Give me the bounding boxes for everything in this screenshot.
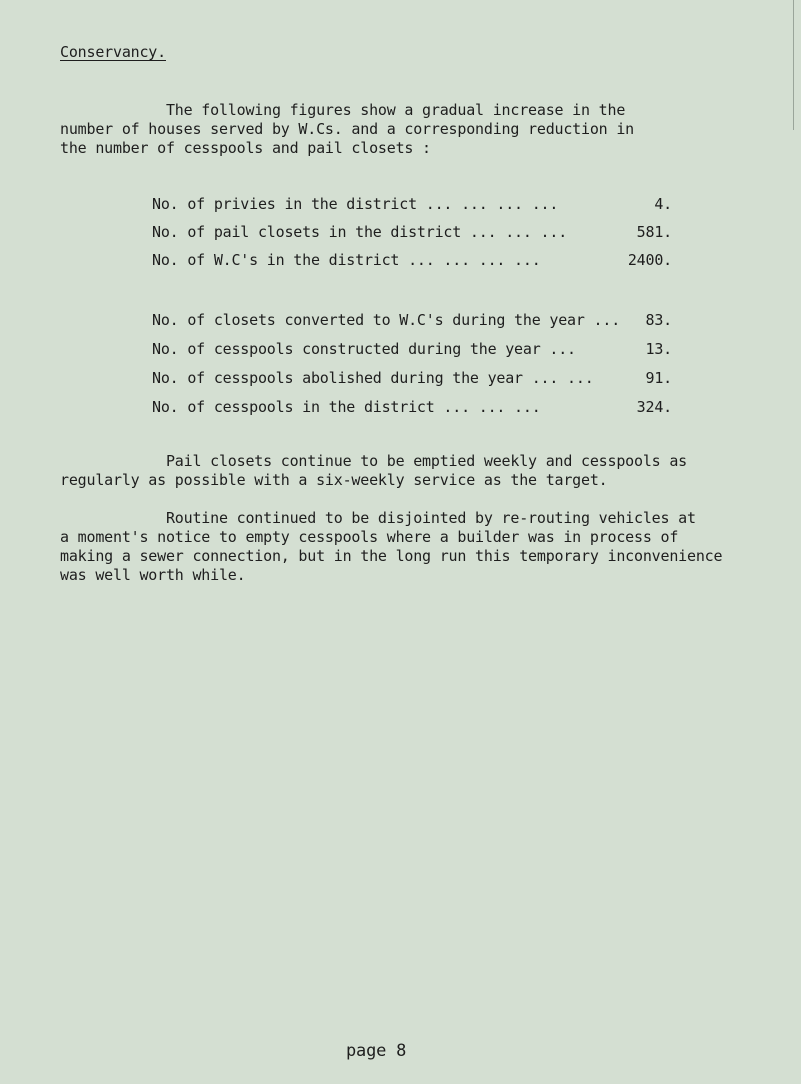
statistic-row (152, 195, 672, 223)
statistic-row (152, 223, 672, 251)
statistic-value: 83. (645, 311, 672, 329)
intro-line: number of houses served by W.Cs. and a corresponding reduction in (60, 120, 634, 138)
statistic-row (152, 340, 672, 369)
statistic-label: No. of privies in the district ... ... ... ... (152, 195, 559, 213)
statistic-label: No. of pail closets in the district ... ... ... (152, 223, 568, 241)
statistics-list-totals (152, 195, 672, 279)
paragraph-line: regularly as possible with a six-weekly service as the target. (60, 471, 608, 489)
intro-paragraph (60, 101, 780, 158)
intro-line: the number of cesspools and pail closets : (60, 139, 431, 157)
statistic-row (152, 311, 672, 340)
statistic-value: 91. (645, 369, 672, 387)
statistic-label: No. of cesspools constructed during the year ... (152, 340, 576, 358)
statistic-value: 581. (636, 223, 672, 241)
statistic-row (152, 251, 672, 279)
statistic-row (152, 369, 672, 398)
statistics-list-year (152, 311, 672, 427)
paragraph-line: was well worth while. (60, 566, 246, 584)
paragraph-line: Pail closets continue to be emptied weekly and cesspools as (60, 452, 687, 470)
intro-line: The following figures show a gradual increase in the (60, 101, 626, 119)
pail-closets-paragraph (60, 452, 780, 490)
page-number: page 8 (346, 1041, 407, 1061)
page-edge-mark (793, 0, 794, 130)
statistic-row (152, 398, 672, 427)
paragraph-line: Routine continued to be disjointed by re-routing vehicles at (60, 509, 696, 527)
statistic-value: 4. (654, 195, 672, 213)
statistic-label: No. of W.C's in the district ... ... ... ... (152, 251, 541, 269)
paragraph-line: a moment's notice to empty cesspools where a builder was in process of (60, 528, 679, 546)
routine-paragraph (60, 509, 780, 585)
paragraph-line: making a sewer connection, but in the long run this temporary inconvenience (60, 547, 723, 565)
statistic-label: No. of cesspools in the district ... ... ... (152, 398, 541, 416)
statistic-label: No. of closets converted to W.C's during the year ... (152, 311, 621, 329)
statistic-value: 324. (636, 398, 672, 416)
statistic-value: 2400. (627, 251, 672, 269)
statistic-label: No. of cesspools abolished during the year ... ... (152, 369, 594, 387)
statistic-value: 13. (645, 340, 672, 358)
section-heading: Conservancy. (60, 43, 166, 61)
